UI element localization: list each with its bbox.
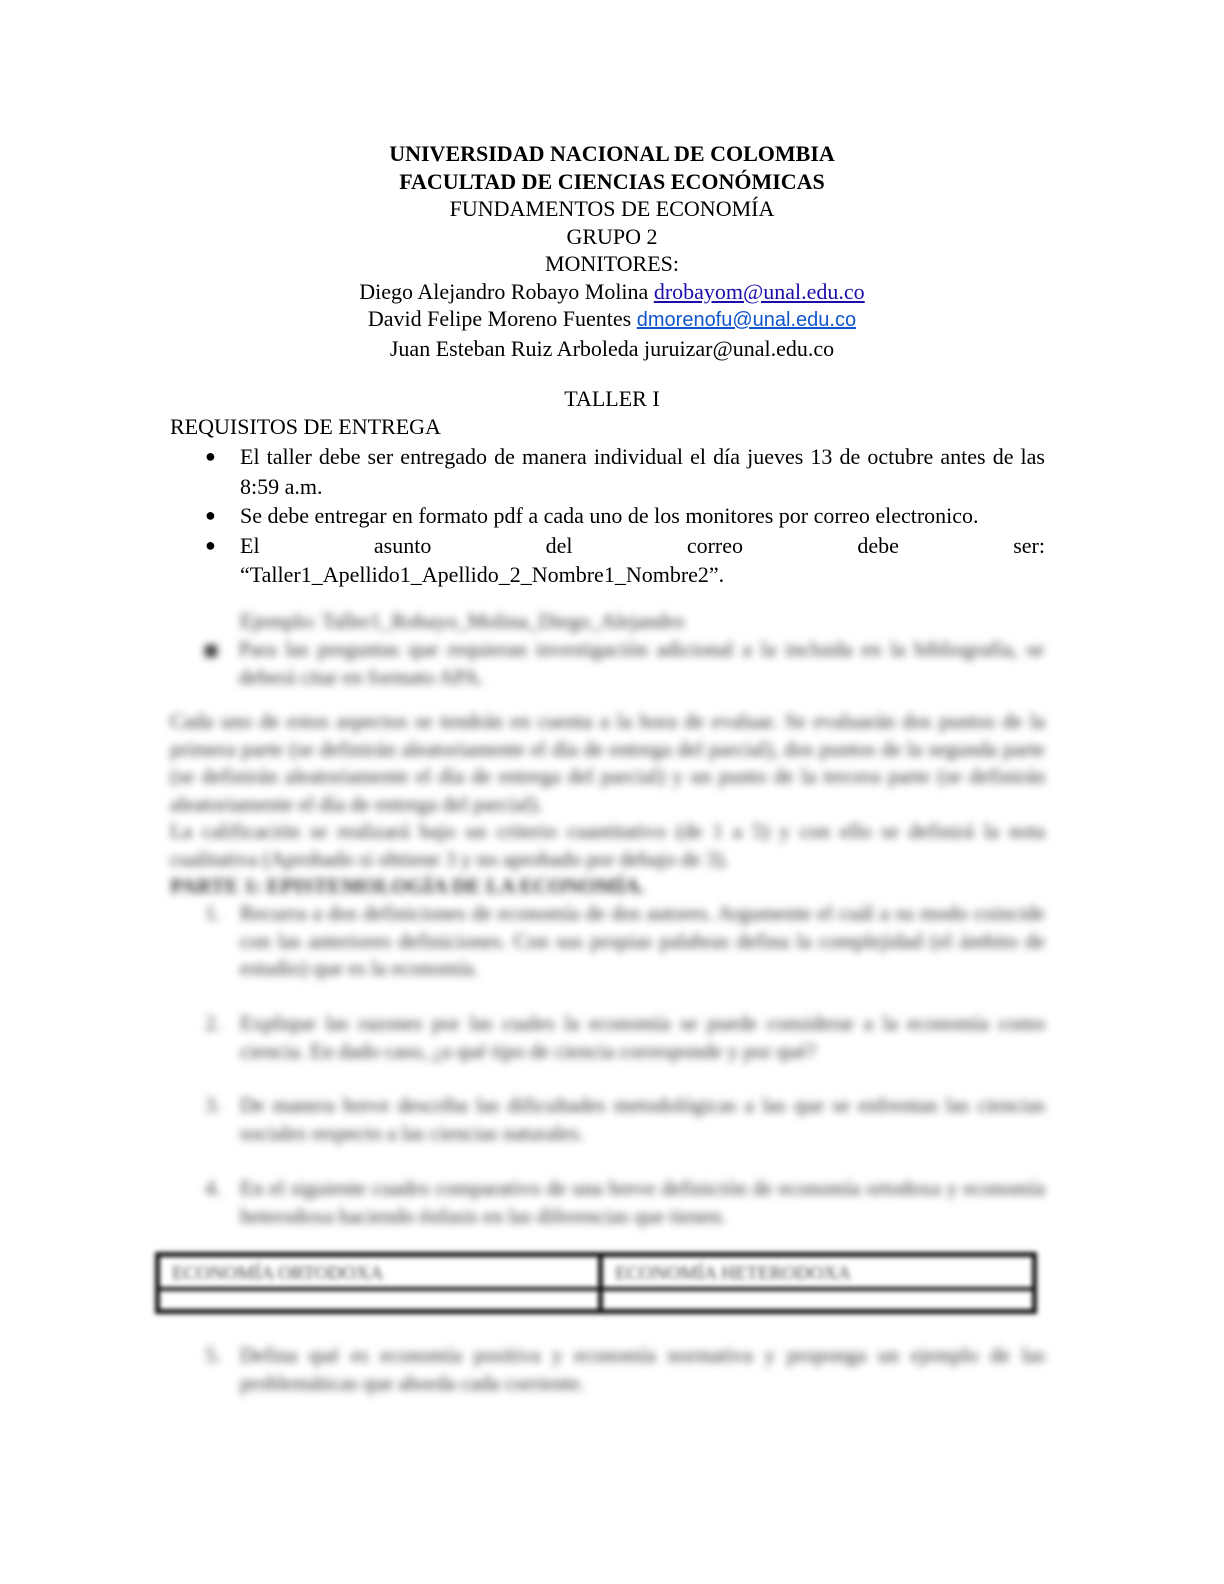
monitor-email: juruizar@unal.edu.co [644, 335, 835, 361]
subject-line: El asunto del correo debe ser: [240, 532, 1045, 558]
faculty-name: FACULTAD DE CIENCIAS ECONÓMICAS [399, 168, 825, 194]
monitor-name: Diego Alejandro Robayo Molina [359, 278, 649, 304]
comparison-table [155, 1252, 1037, 1314]
monitor-name: David Felipe Moreno Fuentes [367, 306, 632, 331]
question-2: 2. Explique las razones por las cuales la economía se puede considerar a la economía como ciencia. En dado caso, ¿a qué tipo de ciencia corresponde y por qué? [205, 1011, 1045, 1063]
table-header-orthodox: ECONOMÍA ORTODOXA [172, 1263, 384, 1284]
document-header [0, 140, 1224, 362]
monitor-email-link[interactable]: dmorenofu@unal.edu.co [636, 309, 857, 331]
list-item: ● Se debe entregar en formato pdf a cada uno de los monitores por correo electronico. [205, 501, 1045, 531]
monitor-email-link[interactable]: drobayom@unal.edu.co [653, 278, 865, 304]
question-5: 5. Defina qué es economía positiva y economía normativa y proponga un ejemplo de las problemáticas que aborda cada corriente. [205, 1343, 1045, 1395]
subject-format: “Taller1_Apellido1_Apellido_2_Nombre1_Nombre2”. [240, 562, 725, 587]
square-bullet-icon [205, 645, 217, 657]
group-label: GRUPO 2 [566, 223, 658, 249]
question-4: 4. En el siguiente cuadro comparativo de una breve definición de economía ortodoxa y economía heterodoxa haciendo énfasis en las diferencias que tienen. [205, 1176, 1045, 1228]
example-text: Ejemplo: Taller1_Robayo_Molina_Diego_Alejandro [240, 609, 685, 633]
list-item [205, 531, 1045, 590]
monitor-2 [0, 305, 1224, 335]
question-3: 3. De manera breve describa las dificultades metodológicas a las que se enfrentan las ciencias sociales respecto a las ciencias naturales. [205, 1093, 1045, 1145]
requirements-title: REQUISITOS DE ENTREGA [170, 414, 441, 439]
bullet-icon: ● [205, 505, 216, 525]
list-item: ● El taller debe ser entregado de manera individual el día jueves 13 de octubre antes de las 8:59 a.m. [205, 444, 1045, 499]
requirements-list [205, 442, 1045, 590]
bullet-icon: ● [205, 446, 216, 466]
monitors-label: MONITORES: [544, 251, 680, 276]
grading-paragraph: La calificación se realizará bajo un criterio cuantitativo (de 1 a 5) y con ello se definirá la nota cualitativa (Aprobado si obtiene 3 y no aprobado por debajo de 3). [170, 819, 1045, 871]
sub-bullet-item: Para las preguntas que requieran investigación adicional a la incluida en la bibliografía, se deberá citar en formato APA. [205, 636, 1045, 691]
evaluation-paragraph: Cada uno de estos aspectos se tendrán en cuenta a la hora de evaluar. Se evaluarán dos puntos de la primera parte (se definirán aleatoriamente el día de entrega del parcial), dos puntos de la segunda parte (se definirán aleatoriamente el día de entrega del parcial) y un punto de la tercera parte (se definirán aleatoriamente el día de entrega del parcial). [170, 709, 1045, 816]
part-title: PARTE 1: EPISTEMOLOGÍA DE LA ECONOMÍA. [170, 874, 645, 898]
university-name: UNIVERSIDAD NACIONAL DE COLOMBIA [389, 141, 835, 166]
monitor-name: Juan Esteban Ruiz Arboleda [389, 335, 639, 361]
course-name: FUNDAMENTOS DE ECONOMÍA [449, 196, 775, 221]
taller-title: TALLER I [564, 386, 660, 411]
bullet-icon: ● [205, 534, 216, 555]
monitor-1 [0, 278, 1224, 306]
table-header-heterodox: ECONOMÍA HETERODOXA [615, 1263, 851, 1284]
question-1: 1. Recurra a dos definiciones de economía de dos autores. Argumente el cuál a su modo coincide con las anteriores definiciones. Con sus propias palabras defina la complejidad (el ámbito de estudio) que es la economía. [205, 901, 1045, 980]
monitor-3 [0, 335, 1224, 363]
